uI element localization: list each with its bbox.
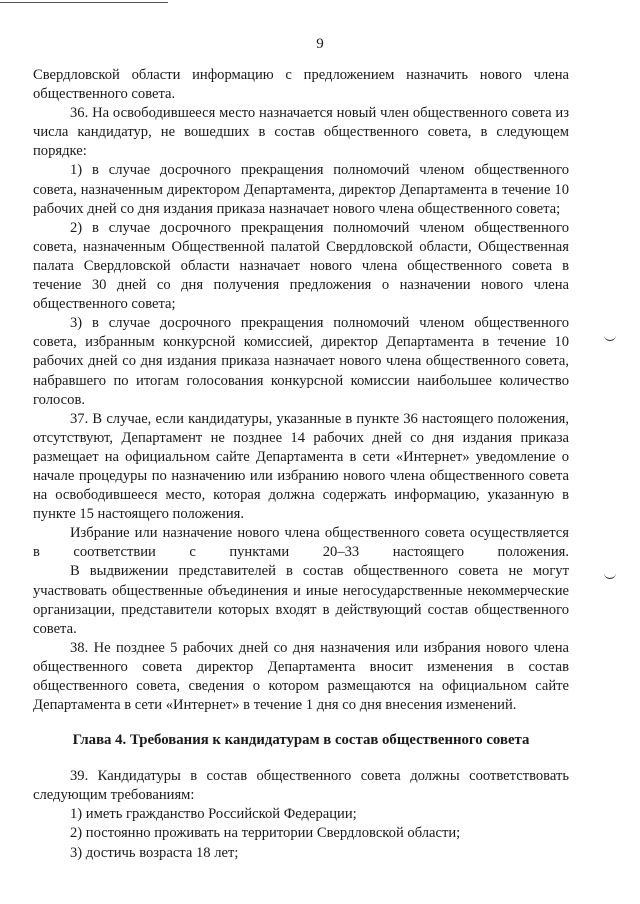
requirement-item-2: 2) постоянно проживать на территории Свердловской области; — [70, 825, 461, 842]
paragraph-37-election: Избрание или назначение нового члена общественного совета осуществляется в соответствии с пунктами 20–33 настоящего положения. — [33, 525, 569, 561]
scan-edge-line — [0, 2, 168, 3]
paragraph-39: 39. Кандидатуры в состав общественного совета должны соответствовать следующим требованиям: — [33, 768, 569, 804]
paragraph-37: 37. В случае, если кандидатуры, указанные в пункте 36 настоящего положения, отсутствуют, Департамент не позднее 14 рабочих дней со дня издания приказа размещает на официальном сайте Департамента в сети «Интернет» уведомление о начале процедуры по назначению или избранию нового члена общественного совета на освободившееся место, которая должна содержать информацию, указанную в пункте 15 настоящего положения. — [33, 410, 569, 523]
margin-mark — [604, 570, 616, 579]
requirement-item-3: 3) достичь возраста 18 лет; — [70, 844, 239, 861]
paragraph-continuation: Свердловской области информацию с предложением назначить нового члена общественного совета. — [33, 67, 569, 103]
paragraph-36-item-3: 3) в случае досрочного прекращения полномочий членом общественного совета, избранным конкурсной комиссией, директор Департамента в течение 10 рабочих дней со дня издания приказа назначает нового члена общественного совета, набравшего по итогам голосования конкурсной комиссии наибольшее количество голосов. — [33, 315, 569, 408]
chapter-heading: Глава 4. Требования к кандидатурам в состав общественного совета — [72, 732, 530, 749]
document-body — [33, 66, 569, 863]
requirement-item-1: 1) иметь гражданство Российской Федерации; — [70, 806, 357, 823]
paragraph-36: 36. На освободившееся место назначается новый член общественного совета из числа кандидатур, не вошедших в состав общественного совета, в следующем порядке: — [33, 105, 569, 160]
page-number: 9 — [316, 36, 324, 52]
paragraph-38: 38. Не позднее 5 рабочих дней со дня назначения или избрания нового члена общественного совета директор Департамента вносит изменения в состав общественного совета, сведения о котором размещаются на официальном сайте Департамента в сети «Интернет» в течение 1 дня со дня внесения изменений. — [33, 639, 569, 714]
paragraph-37-restriction: В выдвижении представителей в состав общественного совета не могут участвовать общественные объединения и иные негосударственные некоммерческие организации, представители которых входят в действующий состав общественного совета. — [33, 563, 569, 637]
paragraph-36-item-2: 2) в случае досрочного прекращения полномочий членом общественного совета, назначенным Общественной палатой Свердловской области, Общественная палата Свердловской области назначает нового члена общественного совета в течение 30 дней со дня получения предложения о назначении нового члена общественного совета; — [33, 219, 569, 313]
margin-mark — [604, 332, 616, 341]
paragraph-36-item-1: 1) в случае досрочного прекращения полномочий членом общественного совета, назначенным директором Департамента, директор Департамента в течение 10 рабочих дней со дня издания приказа назначает нового члена общественного совета; — [33, 162, 569, 217]
